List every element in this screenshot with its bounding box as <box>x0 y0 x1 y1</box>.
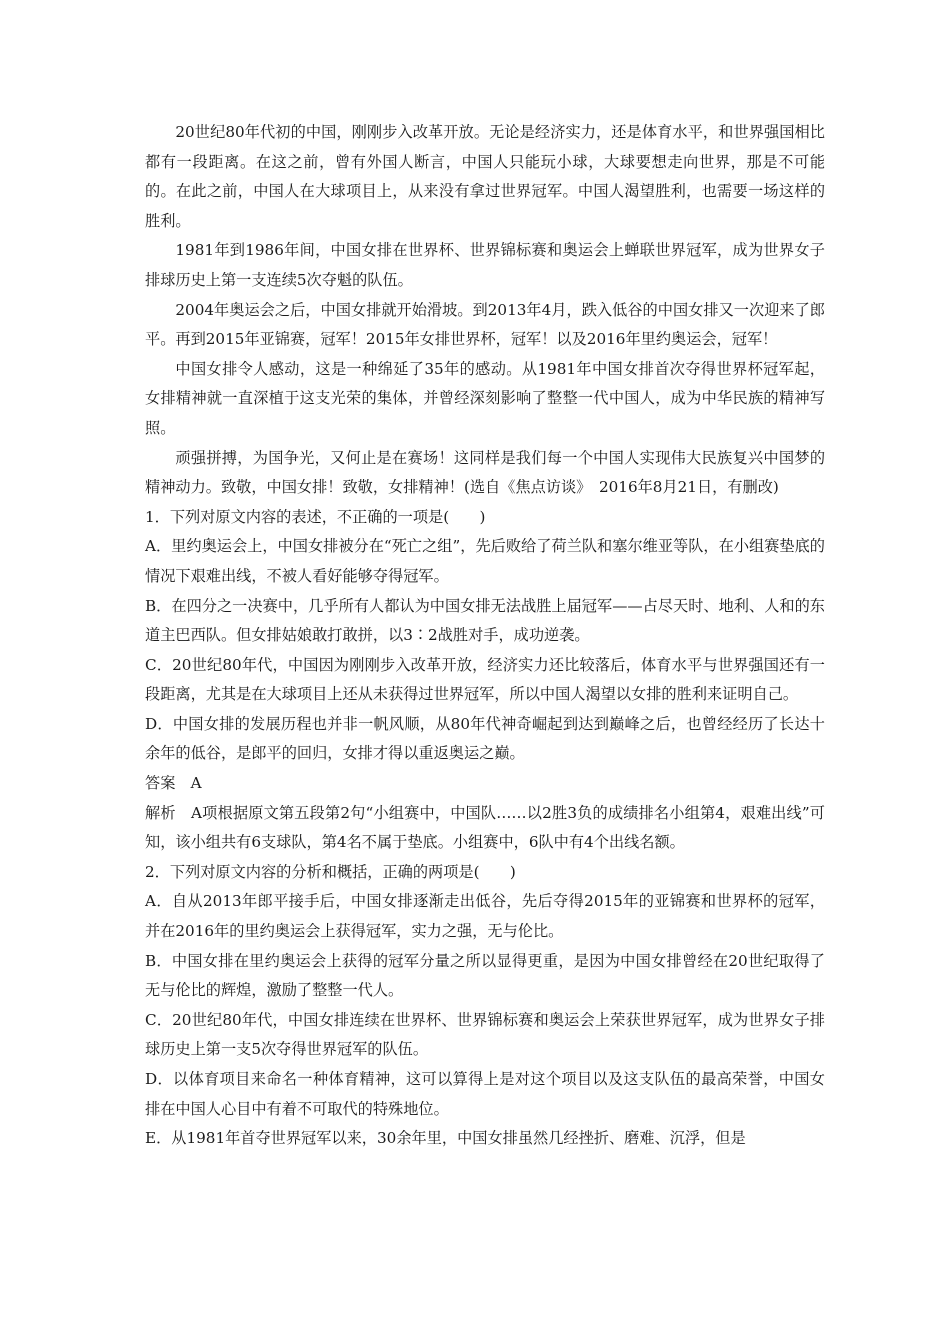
question-1-stem: 1．下列对原文内容的表述，不正确的一项是( ) <box>145 507 486 526</box>
document-page <box>145 118 825 1154</box>
question-1-option-b: B．在四分之一决赛中，几乎所有人都认为中国女排无法战胜上届冠军——占尽天时、地利、人和的东道主巴西队。但女排姑娘敢打敢拼，以3∶2战胜对手，成功逆袭。 <box>145 596 825 645</box>
question-2-option-e: E．从1981年首夺世界冠军以来，30余年里，中国女排虽然几经挫折、磨难、沉浮，但是 <box>145 1129 746 1148</box>
passage-paragraph-3: 2004年奥运会之后，中国女排就开始滑坡。到2013年4月，跌入低谷的中国女排又一次迎来了郎平。再到2015年亚锦赛，冠军！2015年女排世界杯，冠军！以及2016年里约奥运会，冠军！ <box>145 300 825 349</box>
passage-paragraph-5: 顽强拼搏，为国争光，又何止是在赛场！这同样是我们每一个中国人实现伟大民族复兴中国梦的精神动力。致敬，中国女排！致敬，女排精神！(选自《焦点访谈》 2016年8月21日，有删改) <box>145 448 825 497</box>
passage-paragraph-4: 中国女排令人感动，这是一种绵延了35年的感动。从1981年中国女排首次夺得世界杯冠军起，女排精神就一直深植于这支光荣的集体，并曾经深刻影响了整整一代中国人，成为中华民族的精神写照。 <box>145 359 825 437</box>
question-1-option-d: D．中国女排的发展历程也并非一帆风顺，从80年代神奇崛起到达到巅峰之后，也曾经经历了长达十余年的低谷，是郎平的回归，女排才得以重返奥运之巅。 <box>145 714 825 763</box>
passage-paragraph-2: 1981年到1986年间，中国女排在世界杯、世界锦标赛和奥运会上蝉联世界冠军，成为世界女子排球历史上第一支连续5次夺魁的队伍。 <box>145 241 825 289</box>
question-2-option-d: D．以体育项目来命名一种体育精神，这可以算得上是对这个项目以及这支队伍的最高荣誉，中国女排在中国人心目中有着不可取代的特殊地位。 <box>145 1070 825 1118</box>
question-2-option-a: A．自从2013年郎平接手后，中国女排逐渐走出低谷，先后夺得2015年的亚锦赛和世界杯的冠军，并在2016年的里约奥运会上获得冠军，实力之强，无与伦比。 <box>145 892 825 941</box>
question-2-option-b: B．中国女排在里约奥运会上获得的冠军分量之所以显得更重，是因为中国女排曾经在20世纪取得了无与伦比的辉煌，激励了整整一代人。 <box>145 951 825 1000</box>
question-2-option-c: C．20世纪80年代，中国女排连续在世界杯、世界锦标赛和奥运会上荣获世界冠军，成为世界女子排球历史上第一支5次夺得世界冠军的队伍。 <box>145 1010 825 1059</box>
question-2-stem: 2．下列对原文内容的分析和概括，正确的两项是( ) <box>145 862 516 881</box>
question-1-answer: 答案 A <box>145 774 202 793</box>
passage-paragraph-1: 20世纪80年代初的中国，刚刚步入改革开放。无论是经济实力，还是体育水平，和世界强国相比都有一段距离。在这之前，曾有外国人断言，中国人只能玩小球，大球要想走向世界，那是不可能的。在此之前，中国人在大球项目上，从来没有拿过世界冠军。中国人渴望胜利，也需要一场这样的胜利。 <box>145 123 825 230</box>
question-1-analysis: 解析 A项根据原文第五段第2句“小组赛中，中国队……以2胜3负的成绩排名小组第4，艰难出线”可知，该小组共有6支球队，第4名不属于垫底。小组赛中，6队中有4个出线名额。 <box>145 803 825 852</box>
question-1-option-a: A．里约奥运会上，中国女排被分在“死亡之组”，先后败给了荷兰队和塞尔维亚等队，在小组赛垫底的情况下艰难出线，不被人看好能够夺得冠军。 <box>145 537 825 585</box>
question-1-option-c: C．20世纪80年代，中国因为刚刚步入改革开放，经济实力还比较落后，体育水平与世界强国还有一段距离，尤其是在大球项目上还从未获得过世界冠军，所以中国人渴望以女排的胜利来证明自己。 <box>145 655 825 704</box>
